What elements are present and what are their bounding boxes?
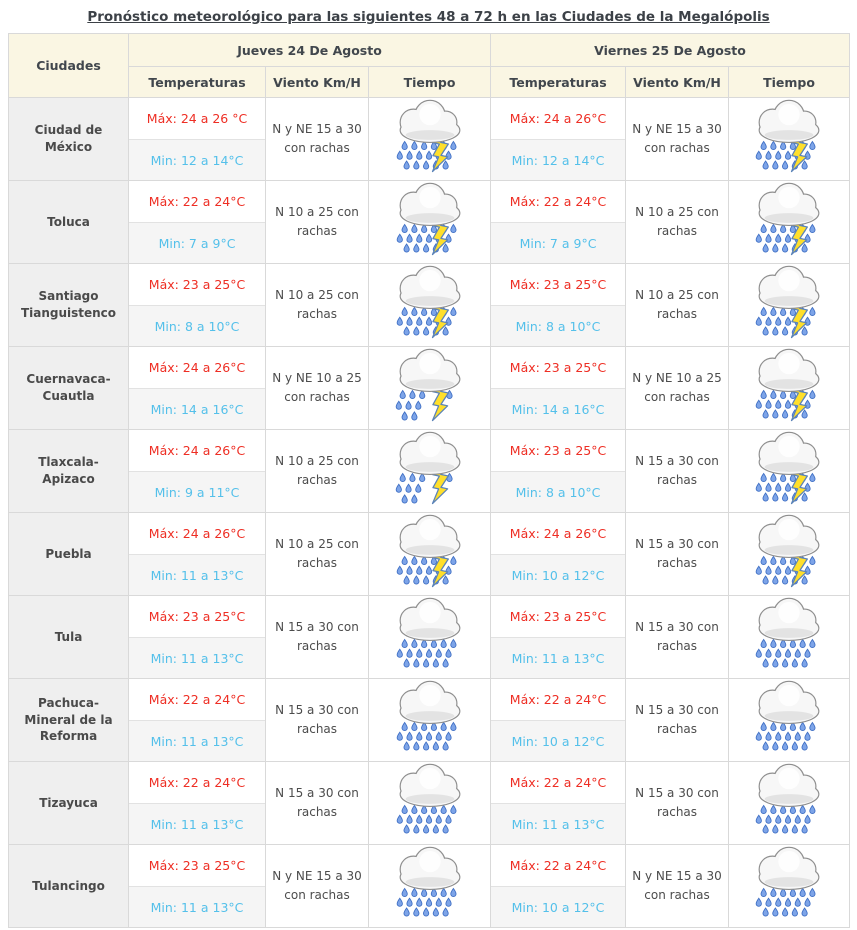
weather-icon-cell xyxy=(729,596,850,679)
heavy-rain-icon xyxy=(736,679,842,757)
temperature-cell-jueves xyxy=(129,513,266,596)
max-temperature: Máx: 23 a 25°C xyxy=(509,277,607,292)
temperature-cell-jueves xyxy=(129,181,266,264)
storm-heavy-rain-icon xyxy=(377,264,483,342)
min-temperature: Min: 11 a 13°C xyxy=(129,637,265,678)
weather-icon-cell xyxy=(729,264,850,347)
wind-forecast: N 15 a 30 con rachas xyxy=(626,762,729,845)
min-temperature: Min: 14 a 16°C xyxy=(129,388,265,429)
min-temperature: Min: 11 a 13°C xyxy=(129,803,265,844)
forecast-table-body xyxy=(9,98,850,928)
min-temperature: Min: 10 a 12°C xyxy=(491,886,625,927)
weather-icon-cell xyxy=(369,430,491,513)
wind-forecast: N 15 a 30 con rachas xyxy=(266,679,369,762)
subheader-tiempo-jueves: Tiempo xyxy=(369,67,491,98)
max-temperature: Máx: 23 a 25°C xyxy=(148,609,246,624)
heavy-rain-icon xyxy=(736,845,842,923)
storm-heavy-rain-icon xyxy=(736,430,842,508)
temperature-cell-jueves xyxy=(129,98,266,181)
day-header-jueves: Jueves 24 De Agosto xyxy=(129,34,491,67)
temperature-cell-jueves xyxy=(129,762,266,845)
min-temperature: Min: 11 a 13°C xyxy=(491,637,625,678)
wind-forecast: N 10 a 25 con rachas xyxy=(266,264,369,347)
storm-heavy-rain-icon xyxy=(736,98,842,176)
min-temperature: Min: 12 a 14°C xyxy=(129,139,265,180)
max-temperature: Máx: 23 a 25°C xyxy=(509,443,607,458)
storm-heavy-rain-icon xyxy=(377,513,483,591)
wind-forecast: N 15 a 30 con rachas xyxy=(626,679,729,762)
heavy-rain-icon xyxy=(736,596,842,674)
wind-forecast: N y NE 15 a 30 con rachas xyxy=(266,845,369,928)
temperature-cell-jueves xyxy=(129,430,266,513)
city-name: Tulancingo xyxy=(9,845,129,928)
max-temperature: Máx: 24 a 26°C xyxy=(148,526,246,541)
max-temperature: Máx: 22 a 24°C xyxy=(148,692,246,707)
temperature-cell-viernes xyxy=(491,430,626,513)
weather-icon-cell xyxy=(369,181,491,264)
day-header-viernes: Viernes 25 De Agosto xyxy=(491,34,850,67)
min-temperature: Min: 7 a 9°C xyxy=(491,222,625,263)
wind-forecast: N y NE 10 a 25 con rachas xyxy=(626,347,729,430)
wind-forecast: N 10 a 25 con rachas xyxy=(266,430,369,513)
weather-icon-cell xyxy=(729,679,850,762)
city-name: Pachuca- Mineral de la Reforma xyxy=(9,679,129,762)
wind-forecast: N 15 a 30 con rachas xyxy=(626,513,729,596)
storm-heavy-rain-icon xyxy=(736,264,842,342)
temperature-cell-jueves xyxy=(129,347,266,430)
subheader-tiempo-viernes: Tiempo xyxy=(729,67,850,98)
temperature-cell-viernes xyxy=(491,679,626,762)
storm-light-rain-icon xyxy=(377,347,483,425)
wind-forecast: N 15 a 30 con rachas xyxy=(626,430,729,513)
max-temperature: Máx: 24 a 26°C xyxy=(148,360,246,375)
temperature-cell-viernes xyxy=(491,181,626,264)
max-temperature: Máx: 24 a 26 °C xyxy=(146,111,248,126)
table-row xyxy=(9,845,850,928)
wind-forecast: N 10 a 25 con rachas xyxy=(626,264,729,347)
table-row xyxy=(9,596,850,679)
temperature-cell-jueves xyxy=(129,596,266,679)
min-temperature: Min: 8 a 10°C xyxy=(491,305,625,346)
max-temperature: Máx: 22 a 24°C xyxy=(509,858,607,873)
min-temperature: Min: 11 a 13°C xyxy=(491,803,625,844)
table-row xyxy=(9,264,850,347)
column-header-ciudades: Ciudades xyxy=(9,34,129,98)
storm-heavy-rain-icon xyxy=(736,513,842,591)
weather-icon-cell xyxy=(729,762,850,845)
max-temperature: Máx: 22 a 24°C xyxy=(148,194,246,209)
weather-icon-cell xyxy=(369,596,491,679)
min-temperature: Min: 10 a 12°C xyxy=(491,554,625,595)
wind-forecast: N 15 a 30 con rachas xyxy=(626,596,729,679)
table-row xyxy=(9,347,850,430)
wind-forecast: N 10 a 25 con rachas xyxy=(626,181,729,264)
temperature-cell-viernes xyxy=(491,98,626,181)
temperature-cell-viernes xyxy=(491,596,626,679)
heavy-rain-icon xyxy=(377,845,483,923)
city-name: Santiago Tianguistenco xyxy=(9,264,129,347)
min-temperature: Min: 8 a 10°C xyxy=(491,471,625,512)
temperature-cell-jueves xyxy=(129,264,266,347)
city-name: Tlaxcala-Apizaco xyxy=(9,430,129,513)
heavy-rain-icon xyxy=(736,762,842,840)
max-temperature: Máx: 23 a 25°C xyxy=(148,858,246,873)
heavy-rain-icon xyxy=(377,762,483,840)
max-temperature: Máx: 22 a 24°C xyxy=(509,194,607,209)
storm-light-rain-icon xyxy=(377,430,483,508)
wind-forecast: N 10 a 25 con rachas xyxy=(266,513,369,596)
temperature-cell-viernes xyxy=(491,762,626,845)
table-row xyxy=(9,762,850,845)
weather-icon-cell xyxy=(369,845,491,928)
temperature-cell-viernes xyxy=(491,347,626,430)
table-row xyxy=(9,181,850,264)
city-name: Ciudad de México xyxy=(9,98,129,181)
city-name: Puebla xyxy=(9,513,129,596)
temperature-cell-viernes xyxy=(491,264,626,347)
max-temperature: Máx: 23 a 25°C xyxy=(509,360,607,375)
table-row xyxy=(9,98,850,181)
min-temperature: Min: 7 a 9°C xyxy=(129,222,265,263)
min-temperature: Min: 11 a 13°C xyxy=(129,720,265,761)
subheader-temperaturas-viernes: Temperaturas xyxy=(491,67,626,98)
heavy-rain-icon xyxy=(377,596,483,674)
temperature-cell-viernes xyxy=(491,845,626,928)
table-row xyxy=(9,513,850,596)
city-name: Toluca xyxy=(9,181,129,264)
wind-forecast: N y NE 15 a 30 con rachas xyxy=(626,98,729,181)
min-temperature: Min: 14 a 16°C xyxy=(491,388,625,429)
max-temperature: Máx: 23 a 25°C xyxy=(509,609,607,624)
min-temperature: Min: 11 a 13°C xyxy=(129,554,265,595)
page-title: Pronóstico meteorológico para las siguientes 48 a 72 h en las Ciudades de la Megalópolis xyxy=(87,9,770,25)
weather-icon-cell xyxy=(369,264,491,347)
weather-icon-cell xyxy=(369,347,491,430)
weather-icon-cell xyxy=(369,98,491,181)
city-name: Tizayuca xyxy=(9,762,129,845)
min-temperature: Min: 8 a 10°C xyxy=(129,305,265,346)
min-temperature: Min: 11 a 13°C xyxy=(129,886,265,927)
weather-icon-cell xyxy=(369,762,491,845)
storm-heavy-rain-icon xyxy=(736,347,842,425)
table-row xyxy=(9,430,850,513)
max-temperature: Máx: 24 a 26°C xyxy=(148,443,246,458)
wind-forecast: N 15 a 30 con rachas xyxy=(266,596,369,679)
city-name: Tula xyxy=(9,596,129,679)
weather-icon-cell xyxy=(729,98,850,181)
min-temperature: Min: 9 a 11°C xyxy=(129,471,265,512)
max-temperature: Máx: 22 a 24°C xyxy=(148,775,246,790)
wind-forecast: N 10 a 25 con rachas xyxy=(266,181,369,264)
weather-icon-cell xyxy=(729,347,850,430)
wind-forecast: N y NE 15 a 30 con rachas xyxy=(266,98,369,181)
wind-forecast: N y NE 15 a 30 con rachas xyxy=(626,845,729,928)
weather-icon-cell xyxy=(729,430,850,513)
table-row xyxy=(9,679,850,762)
weather-icon-cell xyxy=(729,513,850,596)
weather-icon-cell xyxy=(729,845,850,928)
weather-icon-cell xyxy=(369,679,491,762)
wind-forecast: N 15 a 30 con rachas xyxy=(266,762,369,845)
weather-icon-cell xyxy=(729,181,850,264)
storm-heavy-rain-icon xyxy=(377,98,483,176)
max-temperature: Máx: 22 a 24°C xyxy=(509,775,607,790)
max-temperature: Máx: 22 a 24°C xyxy=(509,692,607,707)
min-temperature: Min: 10 a 12°C xyxy=(491,720,625,761)
temperature-cell-jueves xyxy=(129,845,266,928)
temperature-cell-viernes xyxy=(491,513,626,596)
city-name: Cuernavaca-Cuautla xyxy=(9,347,129,430)
max-temperature: Máx: 23 a 25°C xyxy=(148,277,246,292)
subheader-viento-viernes: Viento Km/H xyxy=(626,67,729,98)
forecast-table xyxy=(8,33,850,928)
wind-forecast: N y NE 10 a 25 con rachas xyxy=(266,347,369,430)
subheader-temperaturas-jueves: Temperaturas xyxy=(129,67,266,98)
subheader-viento-jueves: Viento Km/H xyxy=(266,67,369,98)
heavy-rain-icon xyxy=(377,679,483,757)
storm-heavy-rain-icon xyxy=(736,181,842,259)
max-temperature: Máx: 24 a 26°C xyxy=(509,111,607,126)
max-temperature: Máx: 24 a 26°C xyxy=(509,526,607,541)
min-temperature: Min: 12 a 14°C xyxy=(491,139,625,180)
storm-heavy-rain-icon xyxy=(377,181,483,259)
temperature-cell-jueves xyxy=(129,679,266,762)
weather-icon-cell xyxy=(369,513,491,596)
